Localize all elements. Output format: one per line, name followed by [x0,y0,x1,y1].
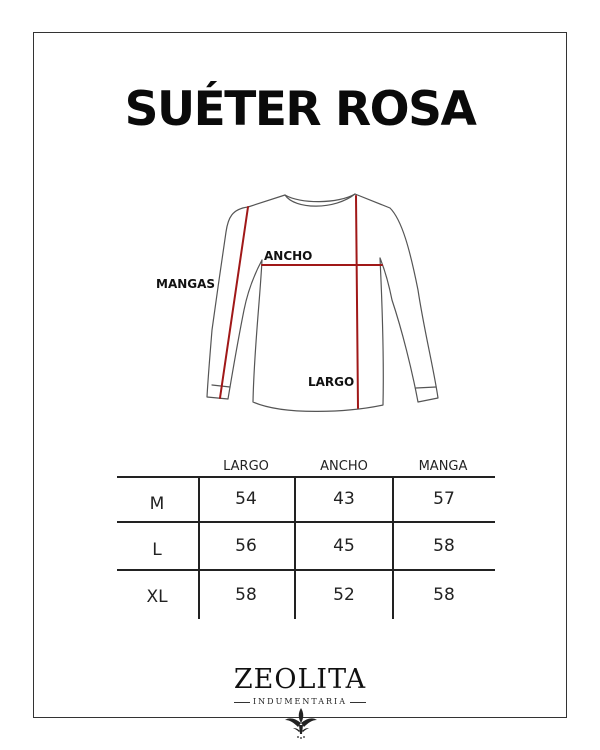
table-rule-top [117,476,495,478]
cell-l-ancho: 45 [333,536,355,556]
size-label-l: L [152,540,162,560]
iris-emblem-icon [281,706,321,740]
ancho-label: ANCHO [264,249,313,263]
size-label-m: M [149,494,165,514]
cell-m-ancho: 43 [333,489,355,509]
cell-l-largo: 56 [235,536,257,556]
dash-right [350,702,366,703]
cell-xl-ancho: 52 [333,585,355,605]
size-label-xl: XL [146,587,168,607]
brand-logo-text: ZEOLITA [233,664,367,695]
brand-subtitle [0,697,600,706]
col-header-largo: LARGO [223,459,269,474]
sweater-diagram [140,180,460,420]
cell-m-manga: 57 [433,489,455,509]
cell-l-manga: 58 [433,536,455,556]
col-header-manga: MANGA [418,459,468,474]
largo-label: LARGO [308,375,355,389]
sleeve-measure-line [220,207,248,398]
col-header-ancho: ANCHO [320,459,368,474]
cell-xl-manga: 58 [433,585,455,605]
dash-left [234,702,250,703]
table-rule-2 [117,569,495,571]
mangas-label: MANGAS [156,277,216,291]
length-measure-line [356,196,358,408]
brand-subtitle-text: INDUMENTARIA [253,697,347,706]
cell-m-largo: 54 [235,489,257,509]
page-title: SUÉTER ROSA [124,82,476,137]
table-rule-1 [117,521,495,523]
cell-xl-largo: 58 [235,585,257,605]
